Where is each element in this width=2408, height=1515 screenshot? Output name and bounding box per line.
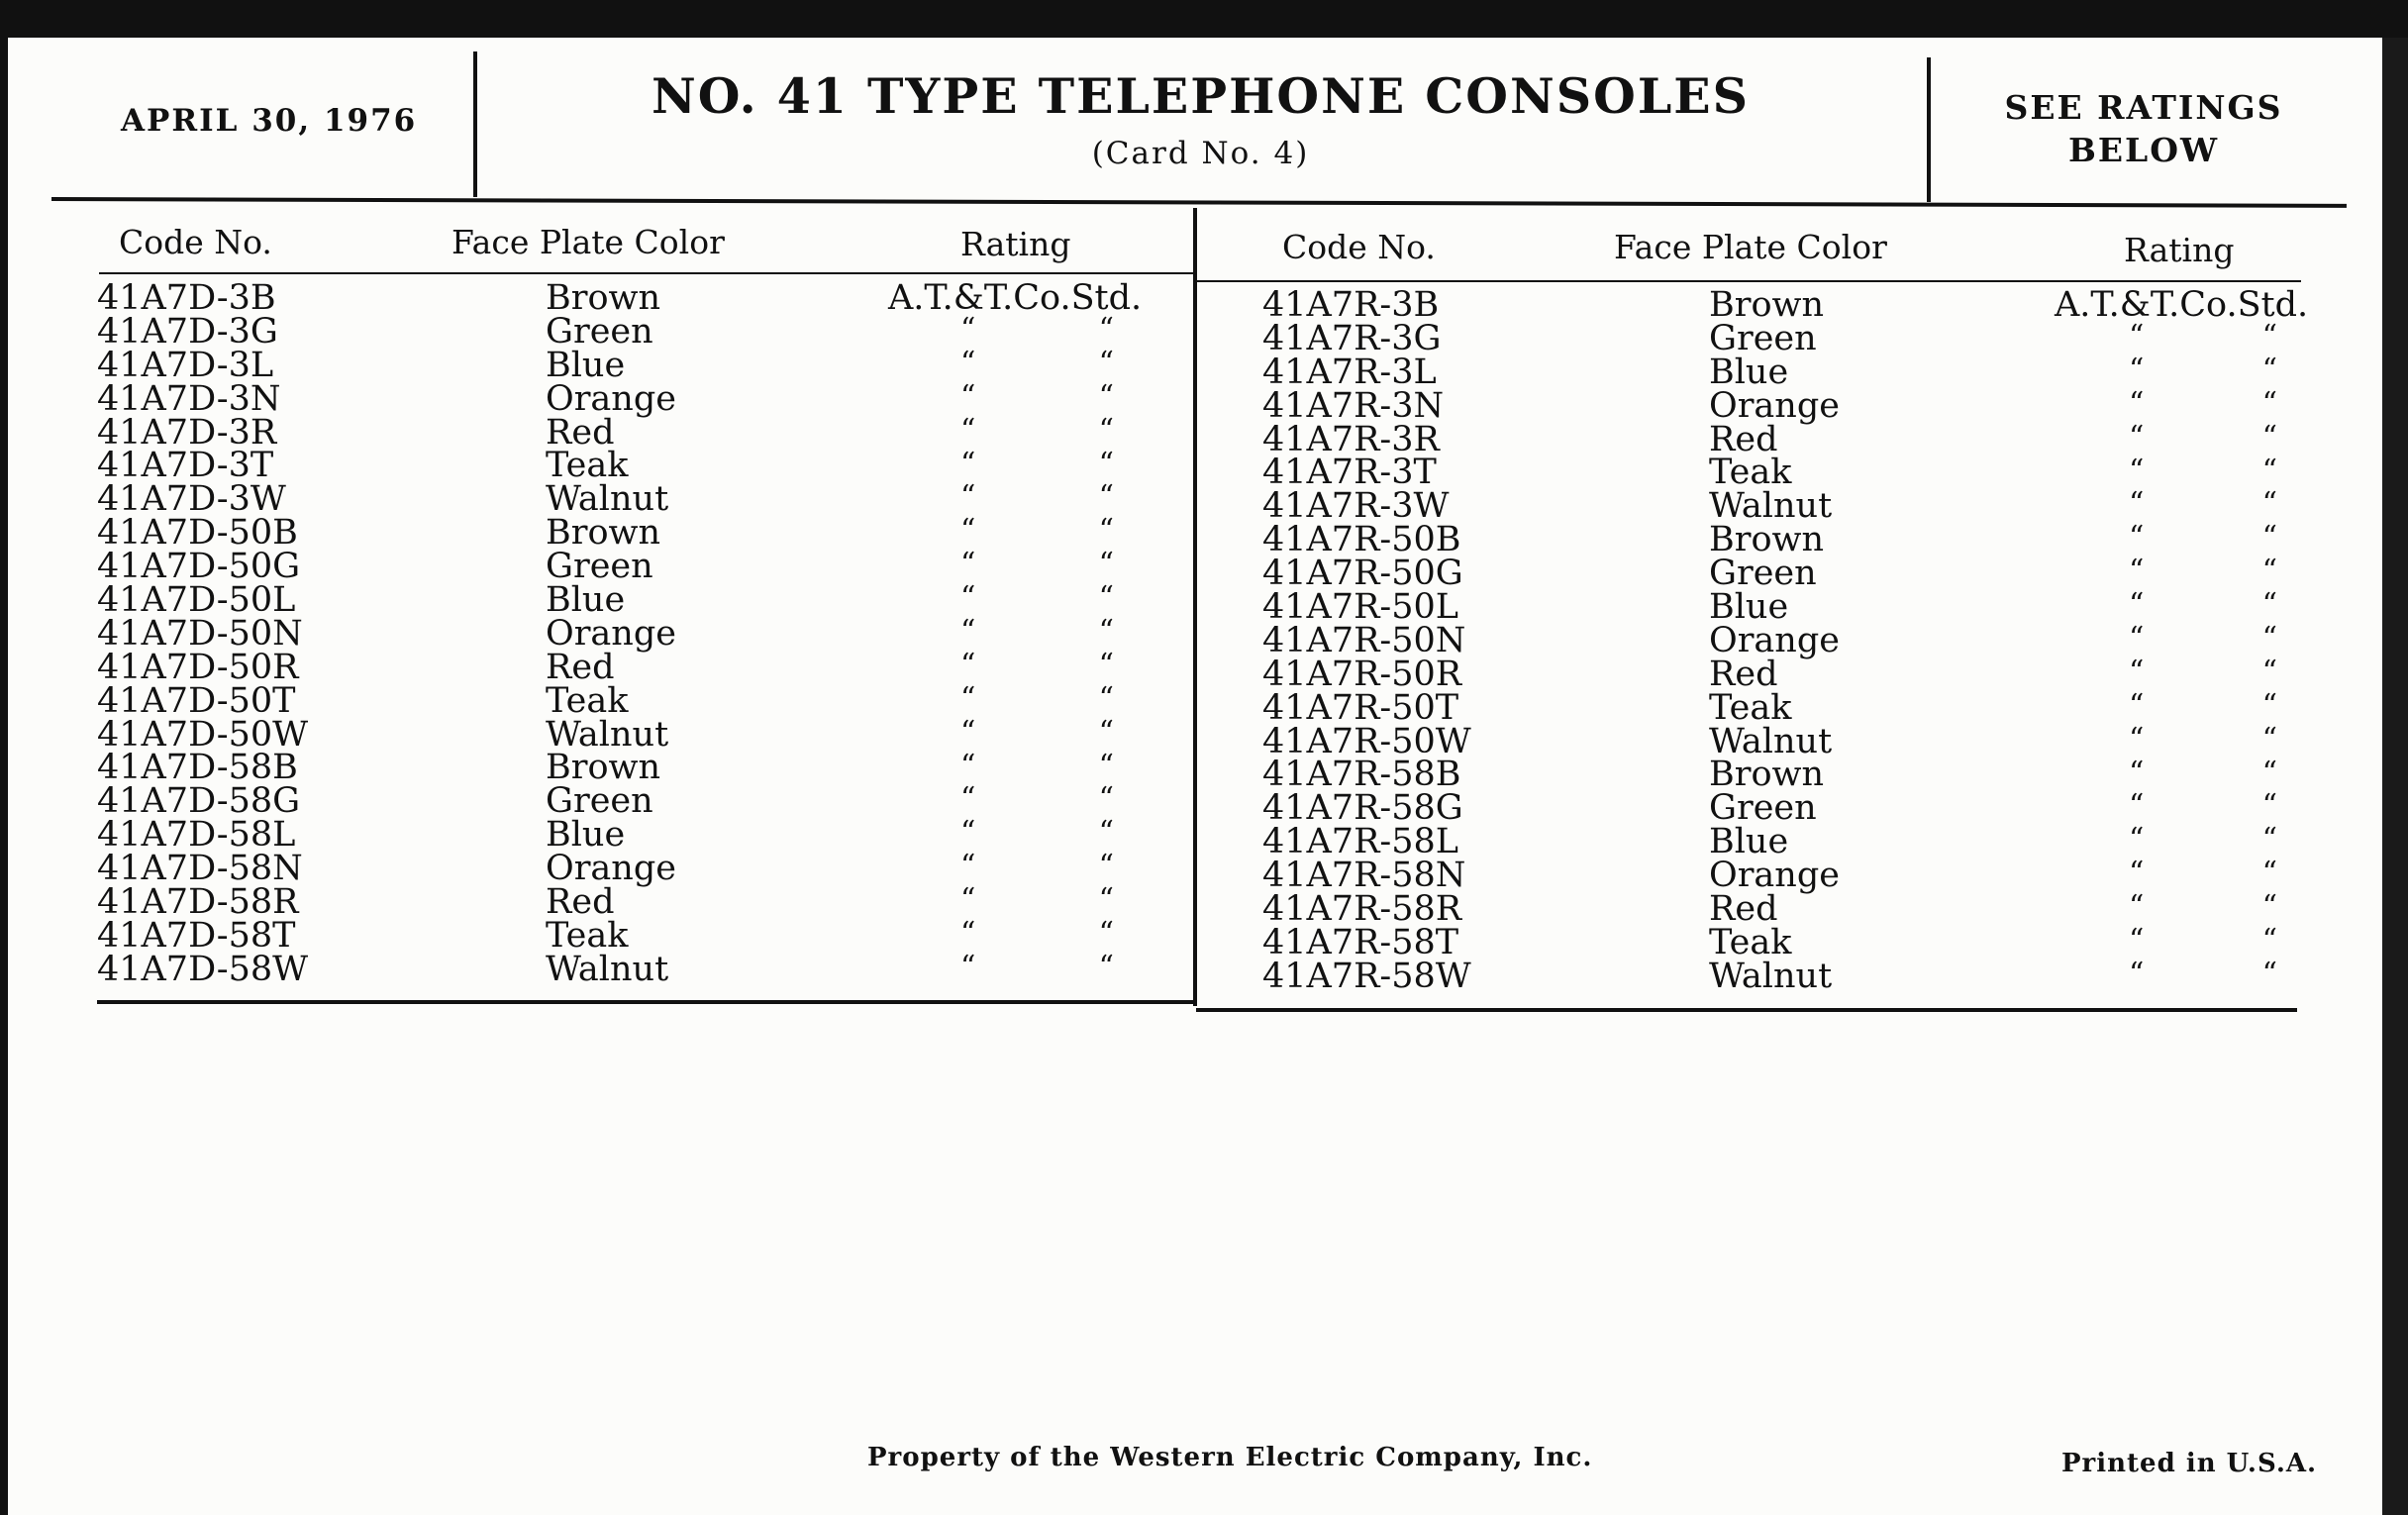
right-header-code: Code No. (1282, 228, 1436, 266)
code-cell: 41A7R-50W (1262, 721, 1471, 761)
ditto-row (2129, 454, 2277, 488)
ditto-mark: “ (2129, 486, 2145, 522)
color-cell: Blue (1709, 587, 1789, 628)
ditto-row (960, 347, 1114, 380)
page-title: NO. 41 TYPE TELEPHONE CONSOLES (651, 67, 1751, 125)
ditto-mark: “ (1098, 479, 1114, 515)
ditto-mark: “ (2129, 687, 2145, 723)
code-cell: 41A7R-58B (1262, 755, 1461, 795)
ditto-mark: “ (960, 849, 976, 884)
color-cell: Teak (546, 915, 629, 956)
right-header-rule (1196, 280, 2301, 282)
color-cell: Red (1709, 889, 1778, 930)
color-cell: Brown (546, 513, 661, 554)
color-cell: Walnut (546, 714, 669, 755)
code-cell: 41A7R-58R (1262, 889, 1462, 930)
ditto-mark: “ (1098, 849, 1114, 884)
right-bottom-rule (1196, 1008, 2297, 1012)
ditto-row (960, 917, 1114, 951)
ditto-mark: “ (2129, 788, 2145, 824)
code-cell: 41A7R-50N (1262, 620, 1466, 660)
ditto-mark: “ (2261, 654, 2277, 689)
color-cell: Orange (546, 849, 676, 889)
ditto-row (960, 581, 1114, 615)
color-cell: Green (546, 311, 653, 352)
ditto-mark: “ (2261, 856, 2277, 891)
ditto-mark: “ (960, 680, 976, 716)
ditto-mark: “ (1098, 949, 1114, 984)
ditto-row (960, 850, 1114, 883)
ditto-mark: “ (1098, 815, 1114, 851)
color-cell: Blue (1709, 822, 1789, 862)
ditto-row (960, 548, 1114, 581)
code-cell: 41A7D-58L (97, 815, 296, 856)
ditto-mark: “ (2261, 687, 2277, 723)
ditto-mark: “ (2261, 755, 2277, 790)
ditto-mark: “ (1098, 547, 1114, 582)
ditto-row (960, 615, 1114, 649)
ditto-mark: “ (1098, 748, 1114, 783)
right-header-rating: Rating (2124, 231, 2235, 269)
ditto-mark: “ (1098, 882, 1114, 918)
ditto-mark: “ (2129, 822, 2145, 858)
color-cell: Orange (546, 378, 676, 419)
code-cell: 41A7R-3W (1262, 486, 1450, 527)
ditto-mark: “ (1098, 513, 1114, 549)
code-cell: 41A7R-50L (1262, 587, 1459, 628)
ditto-mark: “ (2261, 923, 2277, 959)
ditto-row (2129, 789, 2277, 823)
left-header-rating: Rating (960, 225, 1071, 263)
header-divider-left (473, 51, 477, 197)
ditto-mark: “ (960, 882, 976, 918)
code-cell: 41A7D-50B (97, 513, 298, 554)
ditto-row (2129, 588, 2277, 622)
color-cell: Red (1709, 419, 1778, 459)
ditto-row (2129, 723, 2277, 757)
right-rating-first: A.T.&T.Co.Std. (2055, 285, 2309, 325)
code-cell: 41A7D-3R (97, 412, 277, 453)
color-cell: Walnut (1709, 956, 1833, 996)
ditto-mark: “ (2129, 621, 2145, 656)
ditto-row (2129, 823, 2277, 857)
card-date: APRIL 30, 1976 (121, 103, 418, 139)
ditto-row (2129, 521, 2277, 555)
ditto-row (960, 448, 1114, 481)
ditto-row (2129, 354, 2277, 387)
ditto-mark: “ (2129, 654, 2145, 689)
code-cell: 41A7R-3L (1262, 352, 1437, 392)
color-cell: Blue (546, 815, 626, 856)
header-divider-right (1927, 57, 1931, 202)
ditto-mark: “ (2129, 587, 2145, 623)
code-cell: 41A7D-3N (97, 378, 281, 419)
color-cell: Red (546, 412, 615, 453)
color-cell: Teak (546, 680, 629, 721)
code-cell: 41A7D-50R (97, 647, 299, 687)
ditto-row (960, 816, 1114, 850)
code-cell: 41A7D-3L (97, 345, 274, 385)
ditto-mark: “ (2129, 419, 2145, 454)
ditto-mark: “ (2261, 721, 2277, 757)
ditto-mark: “ (2129, 453, 2145, 488)
ditto-row (960, 951, 1114, 984)
color-cell: Red (546, 647, 615, 687)
ditto-row (2129, 487, 2277, 521)
code-cell: 41A7D-3G (97, 311, 278, 352)
code-cell: 41A7D-58N (97, 849, 303, 889)
color-cell: Orange (1709, 620, 1840, 660)
ratings-note-line2: BELOW (2067, 131, 2220, 169)
color-cell: Red (546, 882, 615, 923)
ditto-row (2129, 320, 2277, 354)
code-cell: 41A7R-58L (1262, 822, 1459, 862)
color-cell: Green (546, 781, 653, 822)
ditto-mark: “ (960, 949, 976, 984)
code-cell: 41A7R-58T (1262, 922, 1459, 962)
code-cell: 41A7D-50W (97, 714, 309, 755)
code-cell: 41A7D-58G (97, 781, 301, 822)
ditto-row (2129, 890, 2277, 924)
color-cell: Brown (1709, 285, 1825, 325)
color-cell: Brown (1709, 520, 1825, 560)
ditto-mark: “ (960, 345, 976, 380)
ditto-row (960, 313, 1114, 347)
ditto-row (960, 716, 1114, 750)
color-cell: Walnut (1709, 721, 1833, 761)
ditto-mark: “ (1098, 714, 1114, 750)
ditto-mark: “ (2261, 520, 2277, 556)
ditto-row (2129, 757, 2277, 790)
code-cell: 41A7D-58R (97, 882, 299, 923)
code-cell: 41A7R-3R (1262, 419, 1440, 459)
left-ditto-marks (960, 313, 1114, 984)
code-cell: 41A7D-50T (97, 680, 296, 721)
ditto-row (960, 682, 1114, 716)
ditto-row (960, 414, 1114, 448)
ditto-mark: “ (2129, 889, 2145, 925)
ditto-mark: “ (960, 513, 976, 549)
ratings-note (1941, 86, 2347, 171)
ditto-mark: “ (1098, 446, 1114, 481)
ditto-mark: “ (2129, 385, 2145, 421)
code-cell: 41A7R-50B (1262, 520, 1461, 560)
footer-printed: Printed in U.S.A. (2061, 1449, 2318, 1478)
ditto-mark: “ (960, 647, 976, 682)
code-cell: 41A7D-58T (97, 915, 296, 956)
code-cell: 41A7D-3T (97, 446, 274, 486)
code-cell: 41A7R-58W (1262, 956, 1471, 996)
color-cell: Brown (1709, 755, 1825, 795)
ditto-mark: “ (2129, 554, 2145, 589)
color-cell: Brown (546, 748, 661, 788)
ditto-row (960, 649, 1114, 682)
ditto-mark: “ (960, 446, 976, 481)
ditto-mark: “ (2261, 554, 2277, 589)
ditto-row (960, 782, 1114, 816)
code-cell: 41A7R-58G (1262, 788, 1463, 829)
ditto-mark: “ (2261, 486, 2277, 522)
ditto-mark: “ (2129, 520, 2145, 556)
ditto-row (2129, 622, 2277, 656)
color-cell: Blue (546, 580, 626, 621)
ditto-mark: “ (960, 412, 976, 448)
ditto-mark: “ (1098, 614, 1114, 650)
ditto-mark: “ (960, 781, 976, 817)
color-cell: Blue (1709, 352, 1789, 392)
code-cell: 41A7D-50N (97, 613, 303, 654)
color-cell: Green (546, 547, 653, 587)
ditto-mark: “ (2261, 385, 2277, 421)
ditto-mark: “ (2261, 956, 2277, 991)
left-header-rule (99, 272, 1196, 274)
color-cell: Teak (1709, 687, 1792, 728)
ditto-mark: “ (960, 312, 976, 347)
ditto-row (960, 380, 1114, 414)
code-cell: 41A7D-50G (97, 547, 301, 587)
color-cell: Green (1709, 788, 1817, 829)
color-cell: Red (1709, 654, 1778, 694)
right-header-color: Face Plate Color (1614, 228, 1887, 266)
ditto-mark: “ (960, 614, 976, 650)
code-cell: 41A7R-3N (1262, 385, 1445, 426)
ditto-mark: “ (2261, 587, 2277, 623)
ditto-mark: “ (1098, 680, 1114, 716)
ditto-mark: “ (1098, 345, 1114, 380)
left-header-code: Code No. (119, 223, 272, 261)
ditto-row (960, 883, 1114, 917)
left-header-color: Face Plate Color (452, 223, 725, 261)
ditto-mark: “ (2261, 419, 2277, 454)
card-number: (Card No. 4) (1091, 136, 1310, 171)
ditto-mark: “ (960, 815, 976, 851)
ditto-mark: “ (1098, 781, 1114, 817)
ditto-mark: “ (2129, 956, 2145, 991)
ditto-row (960, 480, 1114, 514)
color-cell: Green (1709, 318, 1817, 358)
ditto-row (2129, 387, 2277, 421)
ditto-row (2129, 924, 2277, 958)
color-cell: Teak (1709, 453, 1792, 493)
ditto-mark: “ (1098, 916, 1114, 952)
left-bottom-rule (97, 1000, 1196, 1004)
ditto-mark: “ (2261, 788, 2277, 824)
ditto-mark: “ (2129, 352, 2145, 387)
ditto-mark: “ (960, 714, 976, 750)
ditto-mark: “ (2129, 721, 2145, 757)
code-cell: 41A7R-50G (1262, 554, 1463, 594)
ditto-mark: “ (2261, 352, 2277, 387)
ditto-row (2129, 656, 2277, 689)
ditto-row (2129, 958, 2277, 991)
code-cell: 41A7R-50R (1262, 654, 1462, 694)
ditto-row (2129, 421, 2277, 454)
table-center-divider (1193, 208, 1197, 1006)
code-cell: 41A7D-50L (97, 580, 296, 621)
ditto-mark: “ (2261, 822, 2277, 858)
left-rating-first: A.T.&T.Co.Std. (888, 278, 1143, 318)
ditto-mark: “ (2129, 319, 2145, 354)
ditto-mark: “ (1098, 312, 1114, 347)
ditto-mark: “ (1098, 580, 1114, 616)
ditto-mark: “ (2261, 453, 2277, 488)
color-cell: Walnut (546, 479, 669, 520)
ditto-mark: “ (2129, 923, 2145, 959)
ditto-row (2129, 555, 2277, 588)
color-cell: Teak (546, 446, 629, 486)
color-cell: Brown (546, 278, 661, 318)
ditto-row (960, 514, 1114, 548)
ditto-row (2129, 857, 2277, 890)
color-cell: Orange (546, 613, 676, 654)
code-cell: 41A7R-3T (1262, 453, 1437, 493)
code-cell: 41A7D-3W (97, 479, 286, 520)
ditto-mark: “ (2261, 621, 2277, 656)
color-cell: Orange (1709, 385, 1840, 426)
right-codes (1262, 285, 1471, 996)
left-colors (546, 278, 676, 989)
right-ditto-marks (2129, 320, 2277, 991)
code-cell: 41A7R-58N (1262, 856, 1466, 896)
code-cell: 41A7R-3G (1262, 318, 1442, 358)
ditto-mark: “ (960, 378, 976, 414)
ditto-row (960, 750, 1114, 783)
code-cell: 41A7D-3B (97, 278, 276, 318)
ditto-mark: “ (2129, 856, 2145, 891)
ratings-note-line1: SEE RATINGS (2004, 88, 2283, 127)
color-cell: Walnut (1709, 486, 1833, 527)
ditto-row (2129, 689, 2277, 723)
ditto-mark: “ (2261, 319, 2277, 354)
color-cell: Orange (1709, 856, 1840, 896)
ditto-mark: “ (960, 580, 976, 616)
scan-edge (2382, 38, 2408, 1515)
ditto-mark: “ (960, 916, 976, 952)
ditto-mark: “ (960, 748, 976, 783)
color-cell: Blue (546, 345, 626, 385)
color-cell: Walnut (546, 949, 669, 989)
code-cell: 41A7D-58W (97, 949, 309, 989)
footer-property: Property of the Western Electric Company, Inc. (867, 1443, 1593, 1472)
code-cell: 41A7R-50T (1262, 687, 1459, 728)
ditto-mark: “ (960, 479, 976, 515)
color-cell: Teak (1709, 922, 1792, 962)
ditto-mark: “ (1098, 378, 1114, 414)
code-cell: 41A7R-3B (1262, 285, 1440, 325)
code-cell: 41A7D-58B (97, 748, 298, 788)
ditto-mark: “ (2129, 755, 2145, 790)
ditto-mark: “ (1098, 412, 1114, 448)
right-colors (1709, 285, 1840, 996)
left-codes (97, 278, 309, 989)
ditto-mark: “ (1098, 647, 1114, 682)
color-cell: Green (1709, 554, 1817, 594)
ditto-mark: “ (960, 547, 976, 582)
ditto-mark: “ (2261, 889, 2277, 925)
